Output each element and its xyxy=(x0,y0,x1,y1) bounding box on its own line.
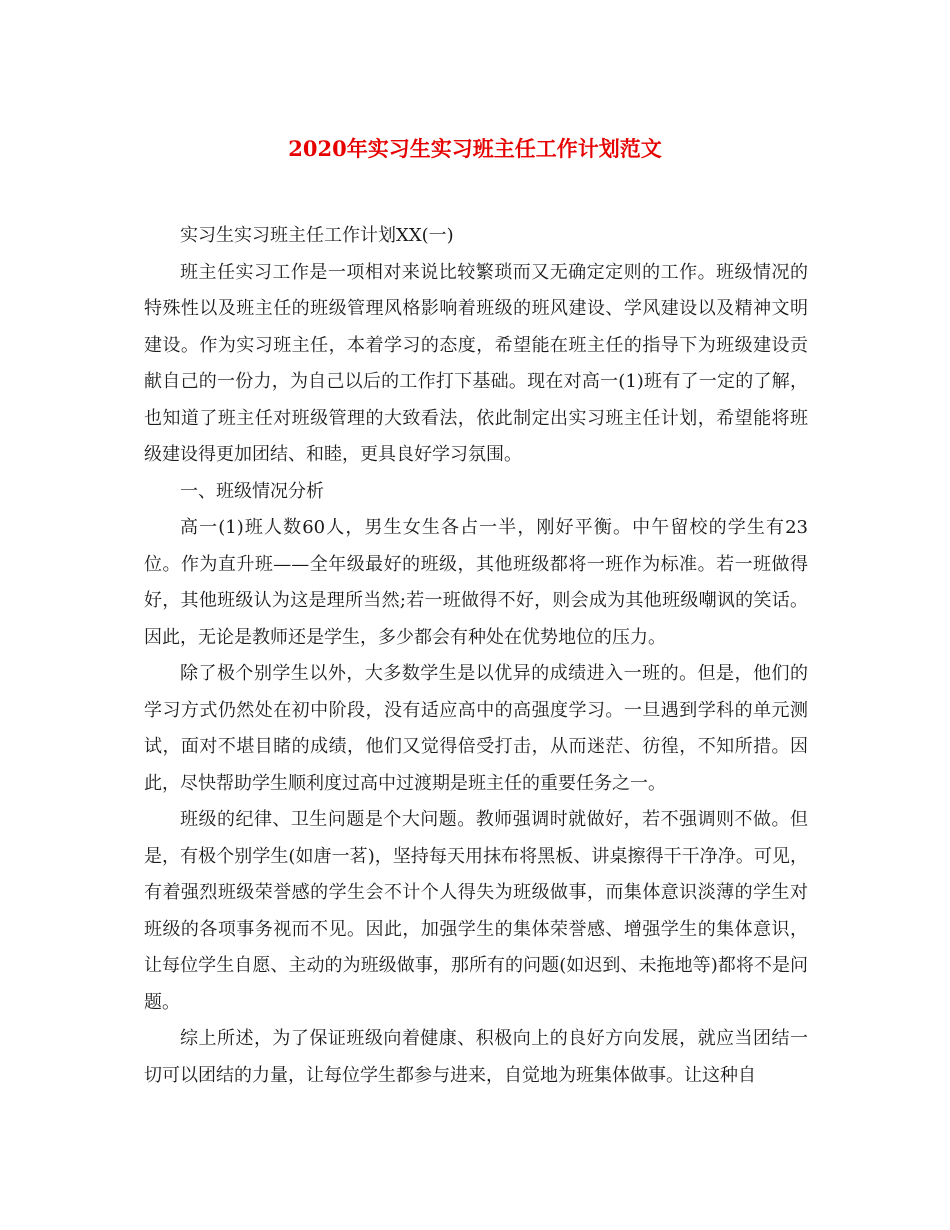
paragraph-discipline: 班级的纪律、卫生问题是个大问题。教师强调时就做好，若不强调则不做。但是，有极个别学生(如唐一茗)，坚持每天用抹布将黑板、讲桌擦得干干净净。可见，有着强烈班级荣誉感的学生会不计个人得失为班级做事，而集体意识淡薄的学生对班级的各项事务视而不见。因此，加强学生的集体荣誉感、增强学生的集体意识，让每位学生自愿、主动的为班级做事，那所有的问题(如迟到、未拖地等)都将不是问题。 xyxy=(144,809,808,1013)
paragraph-intro: 班主任实习工作是一项相对来说比较繁琐而又无确定定则的工作。班级情况的特殊性以及班主任的班级管理风格影响着班级的班风建设、学风建设以及精神文明建设。作为实习班主任，本着学习的态度，希望能在班主任的指导下为班级建设贡献自己的一份力，为自己以后的工作打下基础。现在对高一(1)班有了一定的了解，也知道了班主任对班级管理的大致看法，依此制定出实习班主任计划，希望能将班级建设得更加团结、和睦，更具良好学习氛围。 xyxy=(144,261,808,465)
paragraph-summary: 综上所述，为了保证班级向着健康、积极向上的良好方向发展，就应当团结一切可以团结的力量，让每位学生都参与进来，自觉地为班集体做事。让这种自 xyxy=(144,1028,808,1086)
document-title: 2020年实习生实习班主任工作计划范文 xyxy=(288,136,662,161)
paragraph-subtitle: 实习生实习班主任工作计划XX(一) xyxy=(180,225,454,246)
document-body xyxy=(144,218,808,1094)
paragraph-study-habits: 除了极个别学生以外，大多数学生是以优异的成绩进入一班的。但是，他们的学习方式仍然处在初中阶段，没有适应高中的高强度学习。一旦遇到学科的单元测试，面对不堪目睹的成绩，他们又觉得倍受打击，从而迷茫、彷徨，不知所措。因此，尽快帮助学生顺利度过高中过渡期是班主任的重要任务之一。 xyxy=(144,663,808,794)
section-heading: 一、班级情况分析 xyxy=(180,480,324,502)
paragraph-class-size: 高一(1)班人数60人，男生女生各占一半，刚好平衡。中午留校的学生有23位。作为直升班——全年级最好的班级，其他班级都将一班作为标准。若一班做得好，其他班级认为这是理所当然;若一班做得不好，则会成为其他班级嘲讽的笑话。因此，无论是教师还是学生，多少都会有种处在优势地位的压力。 xyxy=(144,517,808,648)
